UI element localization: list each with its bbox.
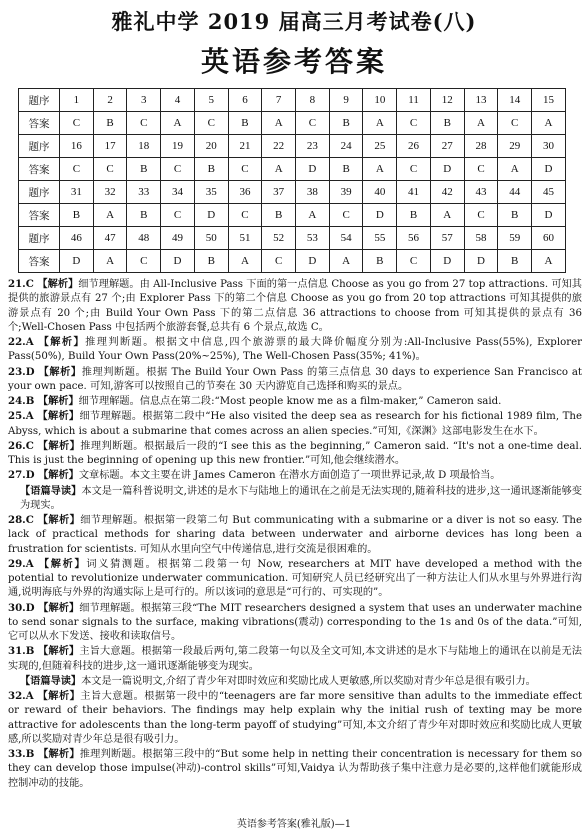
question-number-cell: 47 [93, 227, 127, 250]
page-header [0, 6, 588, 80]
explanation-paragraph [8, 335, 582, 365]
question-number-cell: 50 [194, 227, 228, 250]
question-number-cell: 42 [430, 181, 464, 204]
answer-label: 答案 [19, 250, 60, 273]
answer-label: 答案 [19, 204, 60, 227]
question-number-cell: 27 [430, 135, 464, 158]
question-number-cell: 16 [60, 135, 94, 158]
answer-cell: D [296, 250, 330, 273]
question-number-cell: 33 [127, 181, 161, 204]
explanation-head: 27.D 【解析】 [8, 469, 79, 482]
question-number-cell: 34 [161, 181, 195, 204]
answer-cell: B [127, 204, 161, 227]
question-number-cell: 3 [127, 89, 161, 112]
explanation-head: 【语篇导读】 [20, 484, 82, 497]
question-number-cell: 15 [532, 89, 566, 112]
answer-cell: C [498, 112, 532, 135]
answer-cell: C [464, 158, 498, 181]
question-number-cell: 48 [127, 227, 161, 250]
answer-cell: A [464, 112, 498, 135]
question-number-cell: 20 [194, 135, 228, 158]
answer-cell: B [430, 112, 464, 135]
question-number-label: 题序 [19, 227, 60, 250]
answer-cell: B [397, 204, 431, 227]
answer-cell: C [60, 158, 94, 181]
question-number-cell: 41 [397, 181, 431, 204]
question-number-row [19, 227, 566, 250]
explanation-text: 细节理解题。信息点在第二段:“Most people know me as a film-maker,” Cameron said. [78, 396, 502, 407]
explanation-head: 31.B 【解析】 [8, 645, 80, 658]
answer-row [19, 250, 566, 273]
explanation-text: 细节理解题。根据第二段中“He also visited the deep sea as research for his fictional 1989 film, The Abyss, which is about a submarine that comes across an alien species.”可知,《深渊》这部电影发生在水下。 [8, 411, 582, 437]
answer-cell: A [532, 250, 566, 273]
answer-cell: C [127, 112, 161, 135]
question-number-cell: 10 [363, 89, 397, 112]
explanation-paragraph [8, 644, 582, 674]
explanation-paragraph [8, 365, 582, 395]
explanation-text: 主旨大意题。根据第一段最后两句,第二段第一句以及全文可知,本文讲述的是水下与陆地上的通讯在以前是无法实现的,但随着科技的进步,这一通讯逐渐能够变为现实。 [8, 646, 582, 672]
answer-cell: B [93, 112, 127, 135]
question-number-cell: 52 [262, 227, 296, 250]
explanation-text: 细节理解题。由 All-Inclusive Pass 下面的第一点信息 Choose as you go from 27 top attractions. 可知其提供的旅游景点有 27 个;由 Explorer Pass 下的第二个信息 Choose as you go from 20 top attractions 可知其提供的旅游景点有 20 个;由 Build Your Own Pass 下的第二点信息 36 attractions to choose from 可知其提供的景点有 36 个;Well-Chosen Pass 中包括两个旅游套餐,总共有 6 个景点,故选 C。 [8, 279, 582, 333]
answer-row [19, 158, 566, 181]
answer-cell: D [363, 204, 397, 227]
explanation-text: 细节理解题。根据第一段第二句 But communicating with a submarine or a diver is not so easy. The lack of practical methods for sharing data between underwater and airborne devices has long been a frustration for scientists. 可知从水里向空气中传递信息,进行交流是很困难的。 [8, 515, 582, 555]
question-number-cell: 31 [60, 181, 94, 204]
question-number-cell: 2 [93, 89, 127, 112]
explanation-head: 32.A 【解析】 [8, 690, 81, 702]
explanation-text: 本文是一篇科普说明文,讲述的是水下与陆地上的通讯在之前是无法实现的,随着科技的进步,这一通讯逐渐能够变为现实。 [20, 485, 582, 511]
question-number-cell: 40 [363, 181, 397, 204]
answer-cell: A [532, 112, 566, 135]
answer-cell: D [430, 158, 464, 181]
answer-cell: C [464, 204, 498, 227]
question-number-cell: 14 [498, 89, 532, 112]
question-number-cell: 58 [464, 227, 498, 250]
explanation-paragraph [8, 557, 582, 601]
answer-cell: C [329, 204, 363, 227]
answer-cell: D [430, 250, 464, 273]
answer-label: 答案 [19, 112, 60, 135]
exam-title: 雅礼中学 2019 届高三月考试卷(八) [111, 9, 477, 34]
explanation-head: 23.D 【解析】 [8, 365, 82, 378]
explanation-head: 26.C 【解析】 [8, 439, 81, 452]
explanation-paragraph [8, 439, 582, 469]
question-number-cell: 43 [464, 181, 498, 204]
explanation-head: 29.A 【解析】 [8, 557, 87, 570]
explanation-text: 细节理解题。根据第三段“The MIT researchers designed a system that uses an underwater machine to send sonar signals to the surface, making vibrations(震动) corresponding to the 1s and 0s of the data.”可知,它可以从水下发送、接收和读取信号。 [8, 602, 583, 642]
answer-cell: A [262, 112, 296, 135]
answer-cell: B [194, 250, 228, 273]
question-number-cell: 23 [296, 135, 330, 158]
answer-cell: A [363, 158, 397, 181]
question-number-cell: 12 [430, 89, 464, 112]
answer-cell: A [296, 204, 330, 227]
explanation-paragraph [8, 468, 582, 483]
question-number-cell: 55 [363, 227, 397, 250]
answer-cell: A [262, 158, 296, 181]
answer-cell: C [397, 158, 431, 181]
question-number-cell: 19 [161, 135, 195, 158]
explanation-paragraph [8, 689, 582, 747]
explanation-paragraph [8, 277, 582, 335]
explanation-head: 24.B 【解析】 [8, 395, 79, 407]
answer-cell: B [363, 250, 397, 273]
answer-cell: A [228, 250, 262, 273]
answer-cell: C [194, 112, 228, 135]
question-number-label: 题序 [19, 89, 60, 112]
explanation-head: 22.A 【解析】 [8, 336, 86, 348]
question-number-cell: 30 [532, 135, 566, 158]
question-number-cell: 24 [329, 135, 363, 158]
question-number-cell: 22 [262, 135, 296, 158]
explanation-text: 词义猜测题。根据第二段第一句 Now, researchers at MIT have developed a method with the potential to revolutionize underwater communication. 可知研究人员已经研究出了一种方法让人们从水里与外界进行沟通,说明海底与外界的沟通实际上是可行的。所以该词的意思是“可行的、可实现的”。 [8, 558, 582, 599]
page-footer: 英语参考答案(雅礼版)—1 [236, 819, 352, 830]
answer-key-title: 英语参考答案 [200, 45, 387, 78]
question-number-cell: 53 [296, 227, 330, 250]
question-number-cell: 32 [93, 181, 127, 204]
question-number-label: 题序 [19, 135, 60, 158]
question-number-cell: 35 [194, 181, 228, 204]
question-number-cell: 17 [93, 135, 127, 158]
question-number-cell: 4 [161, 89, 195, 112]
answer-cell: C [228, 204, 262, 227]
question-number-cell: 13 [464, 89, 498, 112]
explanation-head: 30.D 【解析】 [8, 601, 80, 614]
explanation-head: 【语篇导读】 [20, 674, 82, 687]
answer-cell: A [363, 112, 397, 135]
question-number-row [19, 89, 566, 112]
explanation-paragraph [8, 747, 582, 791]
answer-cell: C [262, 250, 296, 273]
explanation-text: 主旨大意题。根据第一段中的“teenagers are far more sensitive than adults to the immediate effect or reward of their behaviors. The findings may help explain why the initial rush of texting may be more attractive for adolescents than the long-term payoff of studying”可知,本文介绍了青少年对即时效应和奖励比成人更敏感,所以奖励对青少年总是很有吸引力。 [8, 691, 582, 745]
answer-cell: A [498, 158, 532, 181]
answer-cell: D [161, 250, 195, 273]
answer-cell: D [296, 158, 330, 181]
explanations [8, 277, 582, 791]
answer-cell: B [498, 204, 532, 227]
answer-cell: A [161, 112, 195, 135]
answer-cell: B [228, 112, 262, 135]
question-number-cell: 18 [127, 135, 161, 158]
answer-cell: C [161, 204, 195, 227]
question-number-cell: 7 [262, 89, 296, 112]
question-number-cell: 54 [329, 227, 363, 250]
question-number-cell: 38 [296, 181, 330, 204]
question-number-cell: 5 [194, 89, 228, 112]
explanation-paragraph [8, 484, 582, 514]
answer-row [19, 112, 566, 135]
answer-cell: B [329, 158, 363, 181]
answer-cell: A [93, 250, 127, 273]
question-number-cell: 21 [228, 135, 262, 158]
question-number-cell: 28 [464, 135, 498, 158]
explanation-head: 33.B 【解析】 [8, 748, 80, 760]
question-number-cell: 9 [329, 89, 363, 112]
answer-cell: D [464, 250, 498, 273]
question-number-cell: 51 [228, 227, 262, 250]
question-number-cell: 8 [296, 89, 330, 112]
explanation-text: 文章标题。本文主要在讲 James Cameron 在潜水方面创造了一项世界记录,故 D 项最恰当。 [78, 470, 501, 482]
question-number-cell: 39 [329, 181, 363, 204]
explanation-paragraph [8, 674, 582, 689]
answer-table [18, 88, 566, 273]
answer-cell: D [194, 204, 228, 227]
answer-cell: C [228, 158, 262, 181]
answer-cell: B [262, 204, 296, 227]
explanation-text: 推理判断题。根据第三段中的“But some help in netting their concentration is necessary for them so they can develop those impulse(冲动)-control skills”可知,Vaidya 认为帮助孩子集中注意力是必要的,这样他们就能形成控制冲动的技能。 [8, 749, 582, 789]
question-number-cell: 44 [498, 181, 532, 204]
answer-cell: A [329, 250, 363, 273]
explanation-text: 本文是一篇说明文,介绍了青少年对即时效应和奖励比成人更敏感,所以奖励对青少年总是很有吸引力。 [81, 675, 536, 687]
answer-label: 答案 [19, 158, 60, 181]
question-number-cell: 45 [532, 181, 566, 204]
explanation-paragraph [8, 601, 582, 645]
question-number-cell: 37 [262, 181, 296, 204]
answer-cell: B [194, 158, 228, 181]
question-number-cell: 26 [397, 135, 431, 158]
answer-cell: B [127, 158, 161, 181]
question-number-cell: 36 [228, 181, 262, 204]
answer-cell: C [161, 158, 195, 181]
question-number-row [19, 181, 566, 204]
answer-cell: C [397, 112, 431, 135]
answer-cell: D [532, 204, 566, 227]
answer-cell: A [93, 204, 127, 227]
question-number-cell: 56 [397, 227, 431, 250]
question-number-cell: 29 [498, 135, 532, 158]
question-number-cell: 1 [60, 89, 94, 112]
explanation-paragraph [8, 513, 582, 557]
question-number-cell: 60 [532, 227, 566, 250]
answer-cell: B [60, 204, 94, 227]
explanation-paragraph [8, 394, 582, 409]
answer-cell: B [329, 112, 363, 135]
answer-cell: D [532, 158, 566, 181]
answer-cell: C [397, 250, 431, 273]
answer-cell: C [93, 158, 127, 181]
answer-cell: C [127, 250, 161, 273]
question-number-cell: 11 [397, 89, 431, 112]
question-number-cell: 49 [161, 227, 195, 250]
question-number-label: 题序 [19, 181, 60, 204]
question-number-row [19, 135, 566, 158]
answer-cell: D [60, 250, 94, 273]
question-number-cell: 46 [60, 227, 94, 250]
answer-cell: B [498, 250, 532, 273]
answer-cell: C [60, 112, 94, 135]
explanation-paragraph [8, 409, 582, 439]
explanation-head: 28.C 【解析】 [8, 514, 81, 526]
question-number-cell: 25 [363, 135, 397, 158]
explanation-text: 推理判断题。根据 The Build Your Own Pass 的第三点信息 30 days to experience San Francisco at your own pace. 可知,游客可以按照自己的节奏在 30 天内游览自己选择和购买的景点。 [8, 366, 583, 392]
answer-row [19, 204, 566, 227]
explanation-head: 25.A 【解析】 [8, 410, 80, 423]
explanation-head: 21.C 【解析】 [8, 278, 79, 290]
question-number-cell: 57 [430, 227, 464, 250]
question-number-cell: 6 [228, 89, 262, 112]
answer-cell: A [430, 204, 464, 227]
explanation-text: 推理判断题。根据最后一段的“I see this as the beginning,” Cameron said. “It's not a one-time deal. This is just the beginning of opening up this new frontier.”可知,他会继续潜水。 [8, 440, 582, 466]
question-number-cell: 59 [498, 227, 532, 250]
answer-cell: C [296, 112, 330, 135]
explanation-text: 推理判断题。根据文中信息,四个旅游票的最大降价幅度分别为:All-Inclusive Pass(55%), Explorer Pass(50%), Build Your Own Pass(20%~25%), The Well-Chosen Pass(35%; 41%)。 [8, 337, 582, 363]
